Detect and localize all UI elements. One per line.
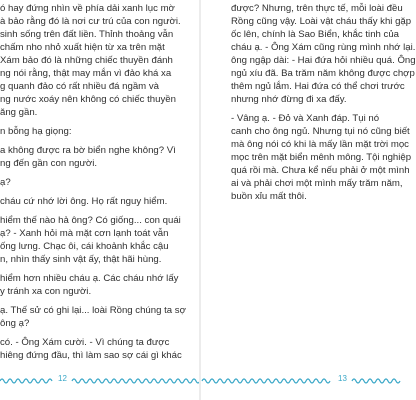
- right-page-text-line: ngủ xíu đã. Ba trăm năm không được chợp: [231, 68, 415, 79]
- right-page-text-line: thêm ngủ lắm. Hai đứa có thể chơi trước: [231, 81, 405, 92]
- left-page-text-line: n, nhìn thấy sinh vật ấy, thật hãi hùng.: [0, 254, 162, 265]
- left-page-text-line: n bỗng hạ giọng:: [0, 126, 72, 137]
- right-page-text: [231, 2, 416, 203]
- right-page-text-line: canh cho ông ngủ. Nhưng tụi nó cũng biết: [231, 126, 410, 137]
- right-page-text-line: cháu ạ. - Ông Xám cũng rùng mình nhớ lại.: [231, 42, 416, 53]
- left-page-text-line: y tránh xa con người.: [0, 286, 92, 297]
- right-page-text-line: - Vâng ạ. - Đỏ và Xanh đáp. Tụi nó: [231, 113, 380, 124]
- left-page-text-line: hiểm thế nào hả ông? Có giống... con quái: [0, 215, 181, 226]
- left-page-text-line: cháu cứ nhớ lời ông. Họ rất nguy hiểm.: [0, 196, 168, 207]
- right-wave-decoration-b: [352, 376, 400, 386]
- left-page-text-line: ng nước xoáy nên không có chiếc thuyền: [0, 94, 176, 105]
- left-page-text-line: ng đến gần con người.: [0, 158, 97, 169]
- left-page-text-line: có. - Ông Xám cười. - Vì chúng ta được: [0, 337, 170, 348]
- right-page-number: 13: [338, 374, 347, 383]
- left-page-text-line: hiêng đứng đầu, thì làm sao sợ cái gì khác: [0, 350, 182, 361]
- right-page-footer: [200, 374, 400, 388]
- right-page-text-line: ông ngập dài: - Hai đứa hỏi nhiều quá. Ông: [231, 55, 416, 66]
- left-page: [0, 0, 200, 400]
- right-page-text-line: ốc lên, chính là Sao Biển, khắc tinh của: [231, 29, 399, 40]
- left-page-text: [0, 2, 196, 362]
- right-page-text-line: được? Nhưng, trên thực tế, mỗi loài đều: [231, 3, 403, 14]
- left-page-text-line: ăng gần.: [0, 107, 38, 118]
- left-wave-decoration-b: [72, 376, 200, 386]
- right-page-text-line: buồn xỉu mất thôi.: [231, 191, 307, 202]
- right-page-text-line: ai và phải chơi một mình mấy trăm năm,: [231, 178, 403, 189]
- left-page-text-line: ng nói rằng, thật may mắn vì đảo khá xa: [0, 68, 172, 79]
- left-page-text-line: Xám bảo đó là những chiếc thuyền đánh: [0, 55, 173, 66]
- left-page-text-line: ạ. Thế sử có ghi lại... loài Rồng chúng ta sợ: [0, 305, 186, 316]
- left-wave-decoration-a: [0, 376, 52, 386]
- right-page-text-line: nhưng nhớ đừng đi xa đấy.: [231, 94, 347, 105]
- left-page-footer: [0, 374, 200, 388]
- left-page-text-line: ạ? - Xanh hỏi mà mặt cơn lạnh toát vẫn: [0, 228, 169, 239]
- left-page-text-line: à bảo rằng đó là nơi cư trú của con người.: [0, 16, 181, 27]
- left-page-text-line: sinh sống trên đất liền. Thỉnh thoảng vẫn: [0, 29, 174, 40]
- left-page-text-line: ạ?: [0, 177, 11, 188]
- right-page-text-line: mà ông nói có khi là mấy lần mặt trời mọc: [231, 139, 409, 150]
- left-page-text-line: g quanh đảo có rất nhiều đá ngầm và: [0, 81, 159, 92]
- left-page-text-line: ống lưng. Chạc ôi, cái khoảnh khắc cậu: [0, 241, 169, 252]
- left-page-text-line: chấm nho nhỏ xuất hiện từ xa trên mặt: [0, 42, 165, 53]
- right-page-text-line: mọc trên mặt biển mênh mông. Tội nghiệp: [231, 152, 412, 163]
- left-page-text-line: ông ạ?: [0, 318, 30, 329]
- right-page-text-line: quá rồi mà. Chưa kể nếu phải ở một mình: [231, 165, 410, 176]
- right-page-text-line: Rồng cũng vậy. Loài vật cháu thấy khi gặp: [231, 16, 412, 27]
- right-page: [200, 0, 416, 400]
- left-page-text-line: hiểm hơn nhiều cháu ạ. Các cháu nhớ lấy: [0, 273, 179, 284]
- right-wave-decoration-a: [202, 376, 330, 386]
- left-page-text-line: ó hay đứng nhìn về phía dải xanh lục mờ: [0, 3, 175, 14]
- left-page-number: 12: [58, 374, 67, 383]
- left-page-text-line: a không được ra bờ biển nghe không? Vì: [0, 145, 176, 156]
